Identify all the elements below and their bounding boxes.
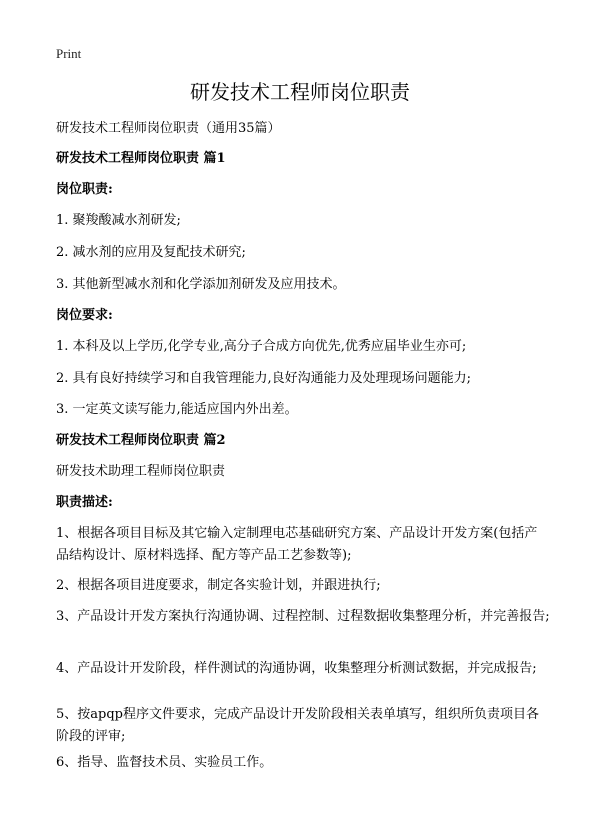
requirement-item: 2. 具有良好持续学习和自我管理能力,良好沟通能力及处理现场问题能力; [56,371,472,386]
description-item: 1、根据各项目目标及其它输入定制理电芯基础研究方案、产品设计开发方案(包括产品结构设计、原材料选择、配方等产品工艺参数等); [56,526,538,563]
page-title: 研发技术工程师岗位职责 [190,80,410,104]
duty-item: 1. 聚羧酸减水剂研发; [56,213,181,228]
role-title: 研发技术助理工程师岗位职责 [56,464,226,479]
description-item: 5、按apqp程序文件要求，完成产品设计开发阶段相关表单填写，组织所负责项目各阶段的评审; [56,707,539,744]
description-item: 6、指导、监督技术员、实验员工作。 [56,755,273,770]
requirements-heading: 岗位要求: [56,308,113,323]
requirement-item: 1. 本科及以上学历,化学专业,高分子合成方向优先,优秀应届毕业生亦可; [56,339,467,354]
description-item: 4、产品设计开发阶段，样件测试的沟通协调，收集整理分析测试数据，并完成报告; [56,661,537,676]
duties-heading: 岗位职责: [56,182,113,197]
print-link[interactable]: Print [56,46,82,61]
duty-item: 3. 其他新型减水剂和化学添加剂研发及应用技术。 [56,277,346,292]
requirement-item: 3. 一定英文读写能力,能适应国内外出差。 [56,402,298,417]
duty-item: 2. 减水剂的应用及复配技术研究; [56,245,246,260]
description-item: 3、产品设计开发方案执行沟通协调、过程控制、过程数据收集整理分析，并完善报告; [56,609,550,624]
section-2-heading: 研发技术工程师岗位职责 篇2 [56,433,226,448]
description-heading: 职责描述: [56,495,113,510]
description-item: 2、根据各项目进度要求，制定各实验计划，并跟进执行; [56,578,381,593]
section-1-heading: 研发技术工程师岗位职责 篇1 [56,151,226,166]
document-subtitle: 研发技术工程师岗位职责（通用35篇） [56,121,281,136]
